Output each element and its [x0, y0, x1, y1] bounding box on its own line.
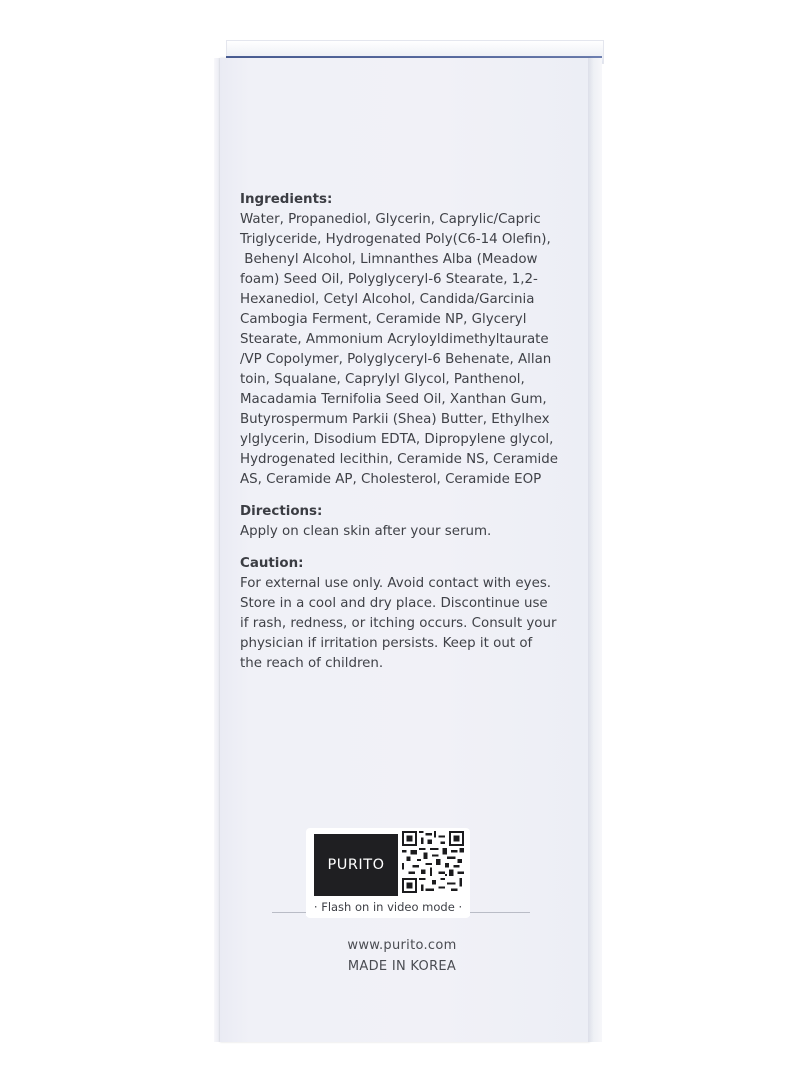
ingredients-line: Water, Propanediol, Glycerin, Caprylic/Capric [240, 212, 541, 227]
caution-line: Store in a cool and dry place. Discontinue use [240, 596, 548, 611]
caution-line: the reach of children. [240, 656, 384, 671]
ingredients-line: Butyrospermum Parkii (Shea) Butter, Ethylhex [240, 412, 550, 427]
caution-line: physician if irritation persists. Keep it out of [240, 636, 533, 651]
origin-label: MADE IN KOREA [347, 959, 457, 974]
box-copy [240, 190, 570, 674]
purito-logo-text: PURITO [327, 857, 385, 873]
purito-logo [314, 834, 398, 896]
ingredients-line: AS, Ceramide AP, Cholesterol, Ceramide EOP [240, 472, 542, 487]
ingredients-line: ylglycerin, Disodium EDTA, Dipropylene glycol, [240, 432, 554, 447]
ingredients-line: Cambogia Ferment, Ceramide NP, Glyceryl [240, 312, 527, 327]
ingredients-list [240, 210, 570, 490]
ingredients-line: Hydrogenated lecithin, Ceramide NS, Ceramide [240, 452, 558, 467]
ingredients-line: Stearate, Ammonium Acryloyldimethyltaurate [240, 332, 549, 347]
ingredients-line: Macadamia Ternifolia Seed Oil, Xanthan Gum, [240, 392, 547, 407]
box-right-edge [588, 58, 602, 1042]
ingredients-heading: Ingredients: [240, 192, 333, 207]
caution-line: For external use only. Avoid contact with eyes. [240, 576, 552, 591]
website-url: www.purito.com [347, 938, 457, 953]
directions-heading: Directions: [240, 504, 323, 519]
qr-code-icon [402, 831, 464, 893]
caution-line: if rash, redness, or itching occurs. Consult your [240, 616, 557, 631]
ingredients-line: foam) Seed Oil, Polyglyceryl-6 Stearate, 1,2- [240, 272, 538, 287]
caution-text [240, 574, 570, 674]
ingredients-line: Behenyl Alcohol, Limnanthes Alba (Meadow [240, 252, 538, 267]
flash-note: · Flash on in video mode · [306, 898, 470, 916]
directions-text: Apply on clean skin after your serum. [240, 524, 492, 539]
ingredients-line: Hexanediol, Cetyl Alcohol, Candida/Garcinia [240, 292, 535, 307]
ingredients-line: Triglyceride, Hydrogenated Poly(C6-14 Olefin), [240, 232, 551, 247]
ingredients-line: /VP Copolymer, Polyglyceryl-6 Behenate, Allan [240, 352, 552, 367]
caution-heading: Caution: [240, 556, 304, 571]
ingredients-line: toin, Squalane, Caprylyl Glycol, Panthenol, [240, 372, 525, 387]
